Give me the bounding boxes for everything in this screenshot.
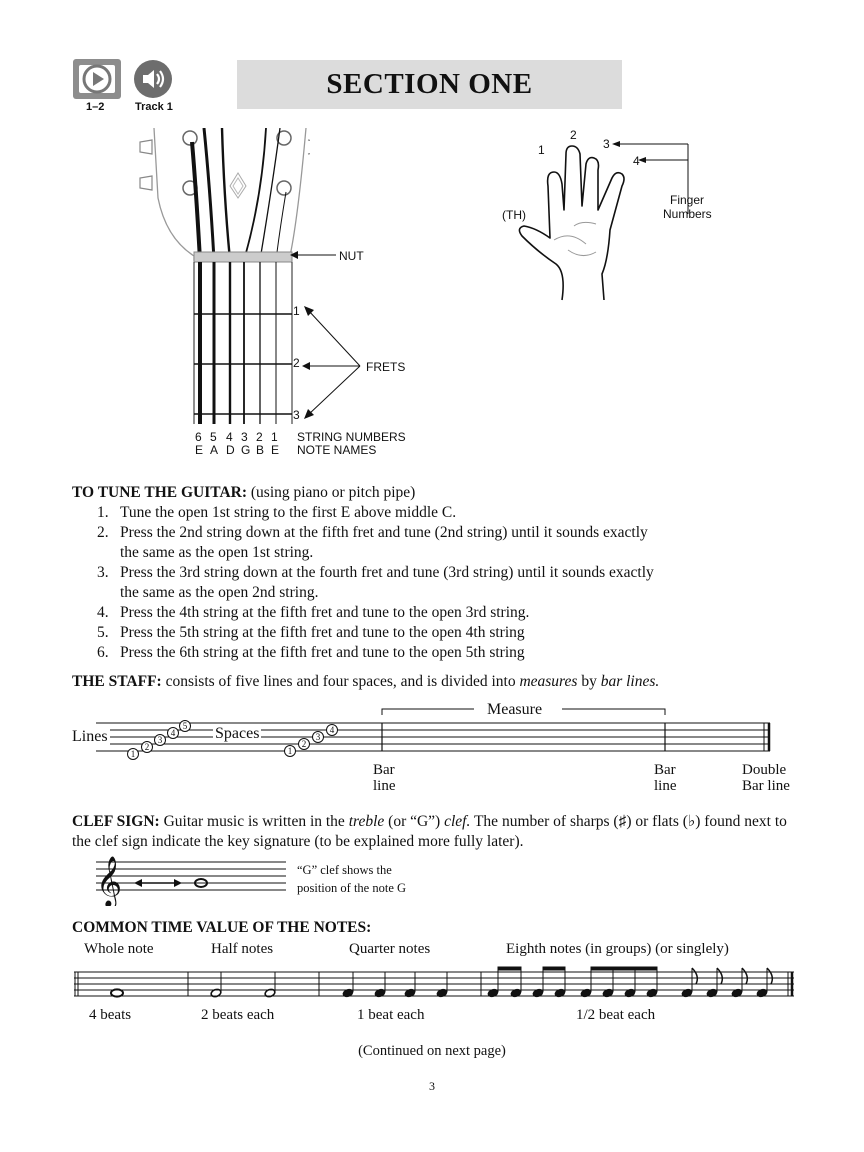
staff-by-word: by: [581, 673, 597, 690]
clef-note-caption-line2: position of the note G: [297, 881, 407, 895]
note-name-g: G: [241, 443, 251, 457]
line-number-2: 2: [144, 742, 150, 752]
tuning-heading: TO TUNE THE GUITAR:: [72, 484, 247, 501]
clef-text-3: The number of sharps (♯) or flats (♭) found next to the clef sign indicate the key signature (to be explained more fully later).: [72, 813, 787, 850]
measure-label: Measure: [487, 701, 543, 718]
step-number: 6.: [97, 644, 109, 661]
string-number-5: 5: [210, 430, 217, 444]
double-bar-label-line2: Bar line: [742, 778, 790, 794]
bar-line-label-2-word1: Bar: [654, 762, 676, 778]
tuning-heading-line: [72, 483, 772, 503]
bar-line-label-2-word2: line: [654, 778, 677, 794]
space-number-2: 2: [301, 739, 307, 749]
quarter-notes-label: Quarter notes: [349, 941, 431, 957]
bar-line-label-1-word2: line: [373, 778, 396, 794]
bar-line-label-1: [373, 762, 396, 794]
note-name-e-high: E: [271, 443, 280, 457]
spaces-label: Spaces: [215, 725, 260, 742]
frets-arrows: [300, 305, 370, 420]
string-number-6: 6: [195, 430, 202, 444]
note-values-staff: [72, 960, 798, 1008]
clef-note-caption-line1: “G” clef shows the: [297, 863, 392, 877]
finger-numbers-label: [663, 193, 711, 221]
clef-text-1: Guitar music is written in the: [163, 813, 345, 830]
continued-note: (Continued on next page): [358, 1043, 506, 1059]
note-name-d: D: [226, 443, 235, 457]
treble-clef-icon: 𝄞: [96, 856, 123, 906]
staff-heading: THE STAFF:: [72, 673, 162, 690]
lines-label: Lines: [72, 728, 108, 745]
space-number-3: 3: [315, 732, 321, 742]
line-number-3: 3: [157, 735, 163, 745]
double-bar-label: [742, 762, 790, 794]
video-icon[interactable]: [73, 59, 121, 99]
note-name-b: B: [256, 443, 265, 457]
string-number-1: 1: [271, 430, 278, 444]
step-text: Press the 5th string at the fifth fret and tune to the open 4th string: [120, 624, 525, 641]
bar-line-label-1-word1: Bar: [373, 762, 395, 778]
quarter-notes: [342, 972, 448, 998]
string-number-2: 2: [256, 430, 263, 444]
half-notes: [210, 972, 276, 998]
audio-caption: Track 1: [135, 101, 173, 113]
tuning-steps: [97, 503, 657, 663]
bar-line-label-2: [654, 762, 677, 794]
page-number: 3: [429, 1079, 435, 1093]
clef-paragraph: [72, 812, 796, 852]
tuning-step: [97, 603, 657, 623]
line-number-4: 4: [170, 728, 176, 738]
tuning-step: [97, 623, 657, 643]
eighth-notes-beats: 1/2 beat each: [576, 1007, 656, 1023]
frets-label: FRETS: [366, 360, 406, 374]
clef-text-2: (or “G”): [388, 813, 441, 830]
clef-heading: CLEF SIGN:: [72, 813, 160, 830]
space-number-4: 4: [329, 725, 335, 735]
whole-note-beats: 4 beats: [89, 1007, 132, 1023]
finger-numbers-label-line2: Numbers: [663, 207, 712, 221]
page-title: SECTION ONE: [326, 68, 533, 100]
half-notes-label: Half notes: [211, 941, 274, 957]
string-numbers-label: STRING NUMBERS: [297, 430, 406, 444]
step-text: Press the 2nd string down at the fifth fret and tune (2nd string) until it sounds exactly the same as the open 1st string.: [120, 524, 648, 561]
staff-measures-word: measures: [519, 673, 578, 690]
finger-label-2: 2: [570, 128, 577, 142]
note-names-label: NOTE NAMES: [297, 443, 377, 457]
space-number-1: 1: [287, 746, 293, 756]
step-text: Press the 3rd string down at the fourth fret and tune (3rd string) until it sounds exactly the same as the open 2nd string.: [120, 564, 654, 601]
fret-number-2: 2: [293, 356, 300, 370]
double-bar-label-line1: Double: [742, 762, 787, 778]
video-caption: 1–2: [86, 101, 105, 113]
step-text: Press the 4th string at the fifth fret and tune to the open 3rd string.: [120, 604, 530, 621]
title-banner: [237, 60, 622, 109]
note-values-heading: COMMON TIME VALUE OF THE NOTES:: [72, 919, 372, 936]
tuning-step: [97, 503, 657, 523]
step-number: 2.: [97, 524, 109, 541]
finger-label-1: 1: [538, 143, 545, 157]
clef-treble-word: treble: [348, 813, 385, 830]
nut-arrow: [290, 248, 338, 262]
guitar-headstock-diagram: [130, 128, 310, 428]
half-notes-beats: 2 beats each: [201, 1007, 275, 1023]
step-text: Press the 6th string at the fifth fret and tune to the open 5th string: [120, 644, 525, 661]
tuning-step: [97, 523, 657, 563]
step-number: 5.: [97, 624, 109, 641]
clef-note-caption: [297, 861, 406, 897]
audio-speaker-icon[interactable]: [134, 60, 172, 98]
staff-paragraph: [72, 672, 832, 692]
note-name-a: A: [210, 443, 219, 457]
step-number: 3.: [97, 564, 109, 581]
staff-text: consists of five lines and four spaces, and is divided into: [165, 673, 516, 690]
step-text: Tune the open 1st string to the first E above middle C.: [120, 504, 457, 521]
fret-number-3: 3: [293, 408, 300, 422]
staff-bar-lines-word: bar lines.: [600, 673, 660, 690]
fret-number-1: 1: [293, 304, 300, 318]
finger-label-3: 3: [603, 137, 610, 151]
finger-label-4: 4: [633, 154, 640, 168]
eighth-notes-label: Eighth notes (in groups) (or singlely): [506, 941, 729, 957]
step-number: 4.: [97, 604, 109, 621]
note-name-e-low: E: [195, 443, 204, 457]
string-number-4: 4: [226, 430, 233, 444]
clef-clef-word: clef.: [444, 813, 471, 830]
whole-note-label: Whole note: [84, 941, 154, 957]
thumb-label: (TH): [502, 208, 526, 222]
quarter-notes-beats: 1 beat each: [357, 1007, 425, 1023]
step-number: 1.: [97, 504, 109, 521]
clef-staff: [90, 852, 290, 906]
line-number-1: 1: [130, 749, 136, 759]
tuning-step: [97, 563, 657, 603]
hand-diagram: [512, 140, 692, 305]
staff-diagram: [72, 697, 802, 767]
string-number-3: 3: [241, 430, 248, 444]
finger-numbers-label-line1: Finger: [669, 193, 704, 207]
tuning-subheading: (using piano or pitch pipe): [250, 484, 416, 501]
line-number-5: 5: [182, 721, 188, 731]
nut-label: NUT: [339, 249, 364, 263]
tuning-step: [97, 643, 657, 663]
